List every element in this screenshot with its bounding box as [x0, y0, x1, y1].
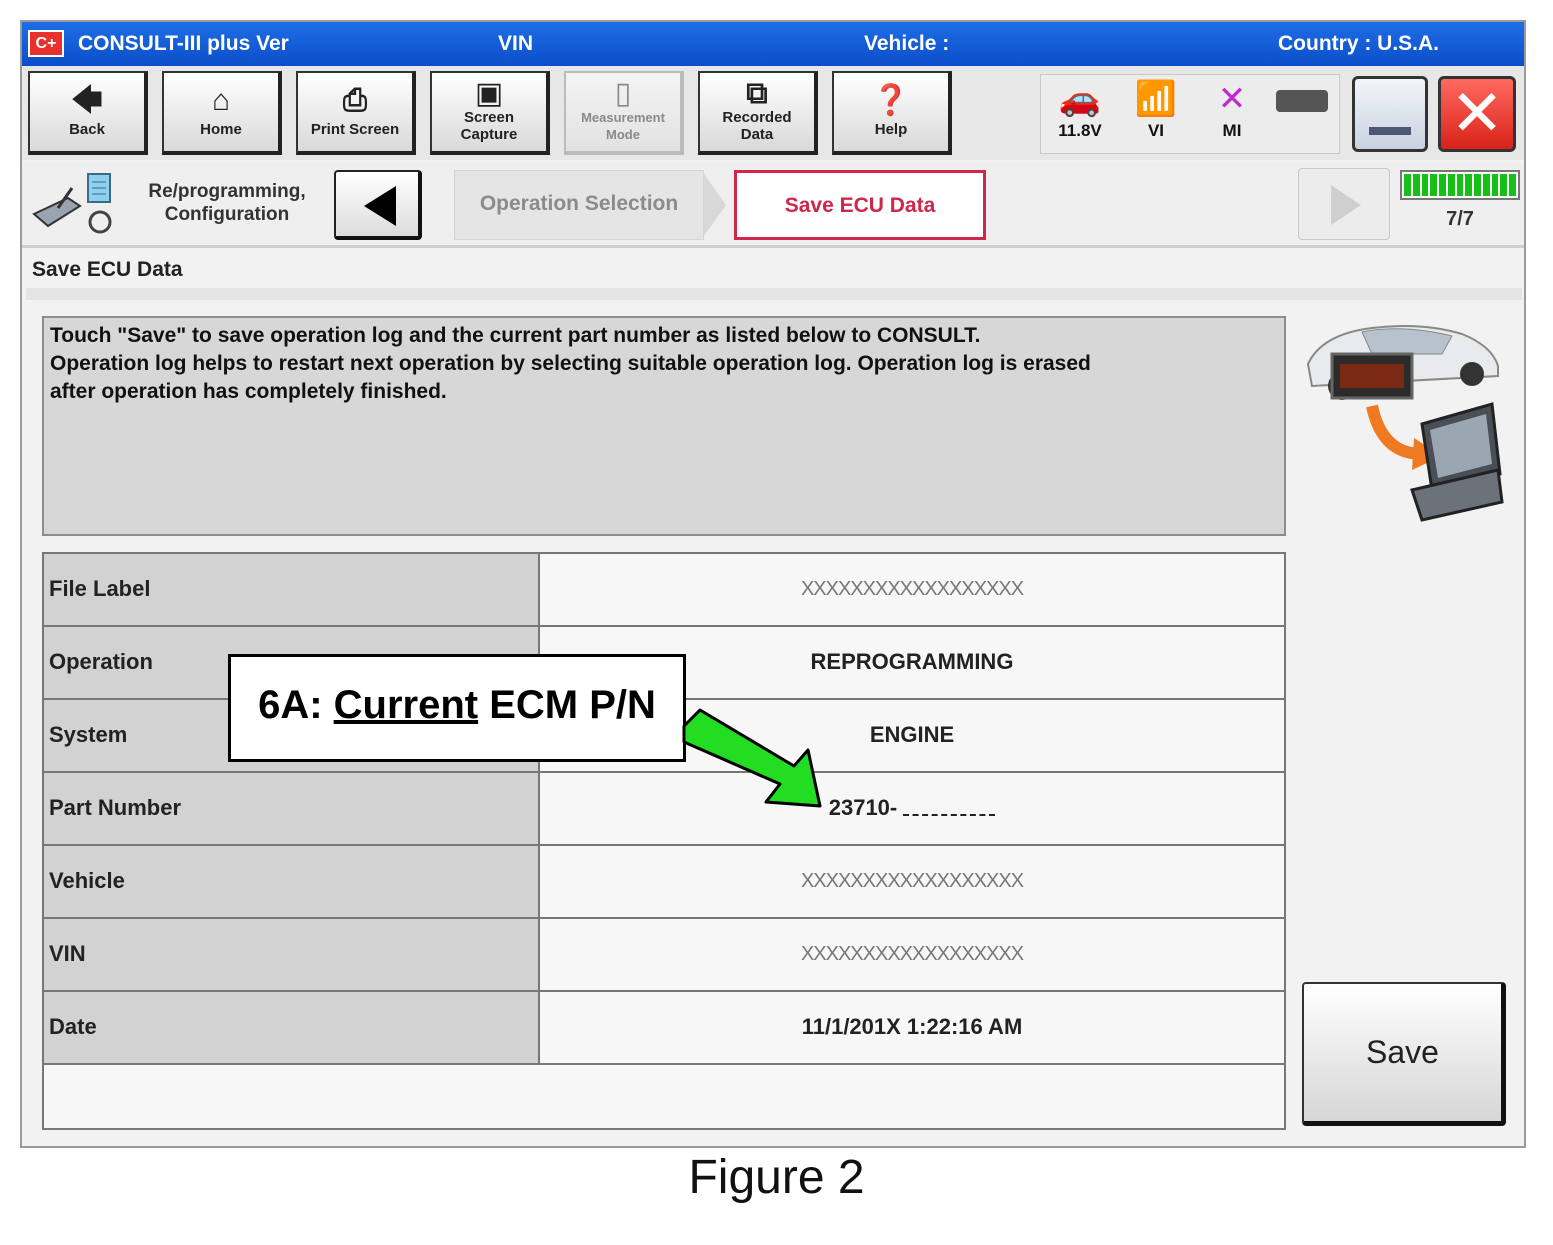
- home-label: Home: [200, 121, 242, 138]
- row-value: XXXXXXXXXXXXXXXXXX: [540, 554, 1284, 625]
- recorded-data-icon: ⧉: [746, 77, 768, 110]
- row-value: XXXXXXXXXXXXXXXXXX: [540, 846, 1284, 917]
- row-value-part-number: [540, 773, 1284, 844]
- measurement-icon: ▯: [614, 77, 632, 110]
- status-indicators: [1040, 74, 1340, 154]
- car-icon: 🚗: [1058, 80, 1102, 118]
- mi-status: [1197, 75, 1267, 141]
- section-title: Save ECU Data: [32, 258, 183, 281]
- help-icon: ❓: [872, 84, 910, 117]
- minimize-icon: [1369, 127, 1411, 135]
- right-triangle-icon: [1331, 185, 1361, 225]
- print-screen-button[interactable]: [296, 71, 416, 155]
- part-number-blank: [903, 802, 995, 816]
- row-label: File Label: [44, 554, 540, 625]
- callout-prefix: 6A:: [258, 683, 334, 727]
- car-to-laptop-illustration: [1302, 314, 1507, 524]
- vehicle-label: Vehicle :: [864, 32, 950, 55]
- home-button[interactable]: [162, 71, 282, 155]
- ecu-data-table: [42, 552, 1286, 1130]
- vin-label: VIN: [498, 32, 534, 55]
- navigation-row: [22, 162, 1524, 248]
- consult-window: [20, 20, 1526, 1148]
- reprogramming-icon: [28, 170, 118, 240]
- message-line-2: Operation log helps to restart next operation by selecting suitable operation log. Operation log is erased: [50, 352, 1091, 375]
- print-screen-label: Print Screen: [310, 121, 400, 138]
- close-icon: ✕: [1450, 77, 1504, 149]
- printer-icon: ⎙: [343, 84, 367, 117]
- close-button[interactable]: [1438, 76, 1516, 152]
- crumb-operation-selection[interactable]: Operation Selection: [454, 170, 704, 240]
- recorded-data-button[interactable]: [698, 71, 818, 155]
- previous-button[interactable]: [334, 170, 422, 240]
- nav-title: Re/programming, Configuration: [148, 181, 306, 225]
- vi-status: [1121, 75, 1191, 141]
- step-count: 7/7: [1446, 208, 1474, 230]
- back-arrow-icon: 🡄: [71, 84, 103, 117]
- next-button[interactable]: [1298, 168, 1390, 240]
- crumb-separator-icon: [704, 174, 726, 236]
- instruction-message: [42, 316, 1286, 536]
- callout-underlined: Current: [333, 683, 479, 727]
- home-icon: ⌂: [211, 84, 231, 117]
- row-label: Part Number: [44, 773, 540, 844]
- voltage-value: 11.8V: [1058, 121, 1102, 140]
- back-label: Back: [69, 121, 105, 138]
- vi-label: VI: [1147, 121, 1165, 140]
- recorded-data-label: Recorded Data: [722, 109, 792, 143]
- antenna-icon: 📶: [1134, 80, 1178, 118]
- part-number-prefix: 23710-: [828, 795, 898, 820]
- help-button[interactable]: [832, 71, 952, 155]
- left-triangle-icon: [364, 186, 396, 226]
- measurement-mode-label: Measurement Mode: [581, 110, 665, 142]
- camera-icon: ▣: [474, 77, 504, 110]
- row-value: XXXXXXXXXXXXXXXXXX: [540, 919, 1284, 990]
- mi-label: MI: [1222, 121, 1242, 140]
- row-value: ENGINE: [540, 700, 1284, 771]
- battery-icon: [1267, 77, 1337, 121]
- row-value: REPROGRAMMING: [540, 627, 1284, 698]
- annotation-callout: [228, 654, 686, 762]
- battery-indicator: [1267, 75, 1337, 121]
- back-button[interactable]: [28, 71, 148, 155]
- message-line-1: Touch "Save" to save operation log and the current part number as listed below to CONSULT.: [50, 324, 981, 347]
- table-row: [44, 919, 1284, 992]
- battery-status: [1045, 75, 1115, 141]
- help-label: Help: [874, 121, 908, 138]
- step-progress-bar: [1400, 170, 1520, 200]
- table-row: [44, 846, 1284, 919]
- screen-capture-button[interactable]: [430, 71, 550, 155]
- table-row: [44, 773, 1284, 846]
- mi-cross-icon: ✕: [1217, 80, 1247, 118]
- consult-logo-icon: C+: [28, 30, 64, 57]
- country-label: Country : U.S.A.: [1278, 32, 1439, 55]
- row-label: Operation: [44, 627, 540, 698]
- section-divider: [26, 288, 1522, 300]
- crumb-save-ecu-data: Save ECU Data: [734, 170, 986, 240]
- title-bar: [22, 22, 1524, 66]
- row-label: System: [44, 700, 540, 771]
- table-row: [44, 992, 1284, 1065]
- callout-suffix: ECM P/N: [478, 683, 656, 727]
- message-line-3: after operation has completely finished.: [50, 380, 447, 403]
- table-row: [44, 554, 1284, 627]
- minimize-button[interactable]: [1352, 76, 1428, 152]
- green-arrow-icon: [682, 708, 842, 808]
- figure-caption: Figure 2: [688, 1151, 865, 1204]
- toolbar: [22, 66, 1524, 160]
- screen-capture-label: Screen Capture: [460, 109, 518, 143]
- row-value: 11/1/201X 1:22:16 AM: [540, 992, 1284, 1063]
- measurement-mode-button[interactable]: [564, 71, 684, 155]
- row-label: VIN: [44, 919, 540, 990]
- save-button[interactable]: Save: [1302, 982, 1506, 1126]
- app-title: CONSULT-III plus Ver: [78, 32, 289, 55]
- row-label: Vehicle: [44, 846, 540, 917]
- row-label: Date: [44, 992, 540, 1063]
